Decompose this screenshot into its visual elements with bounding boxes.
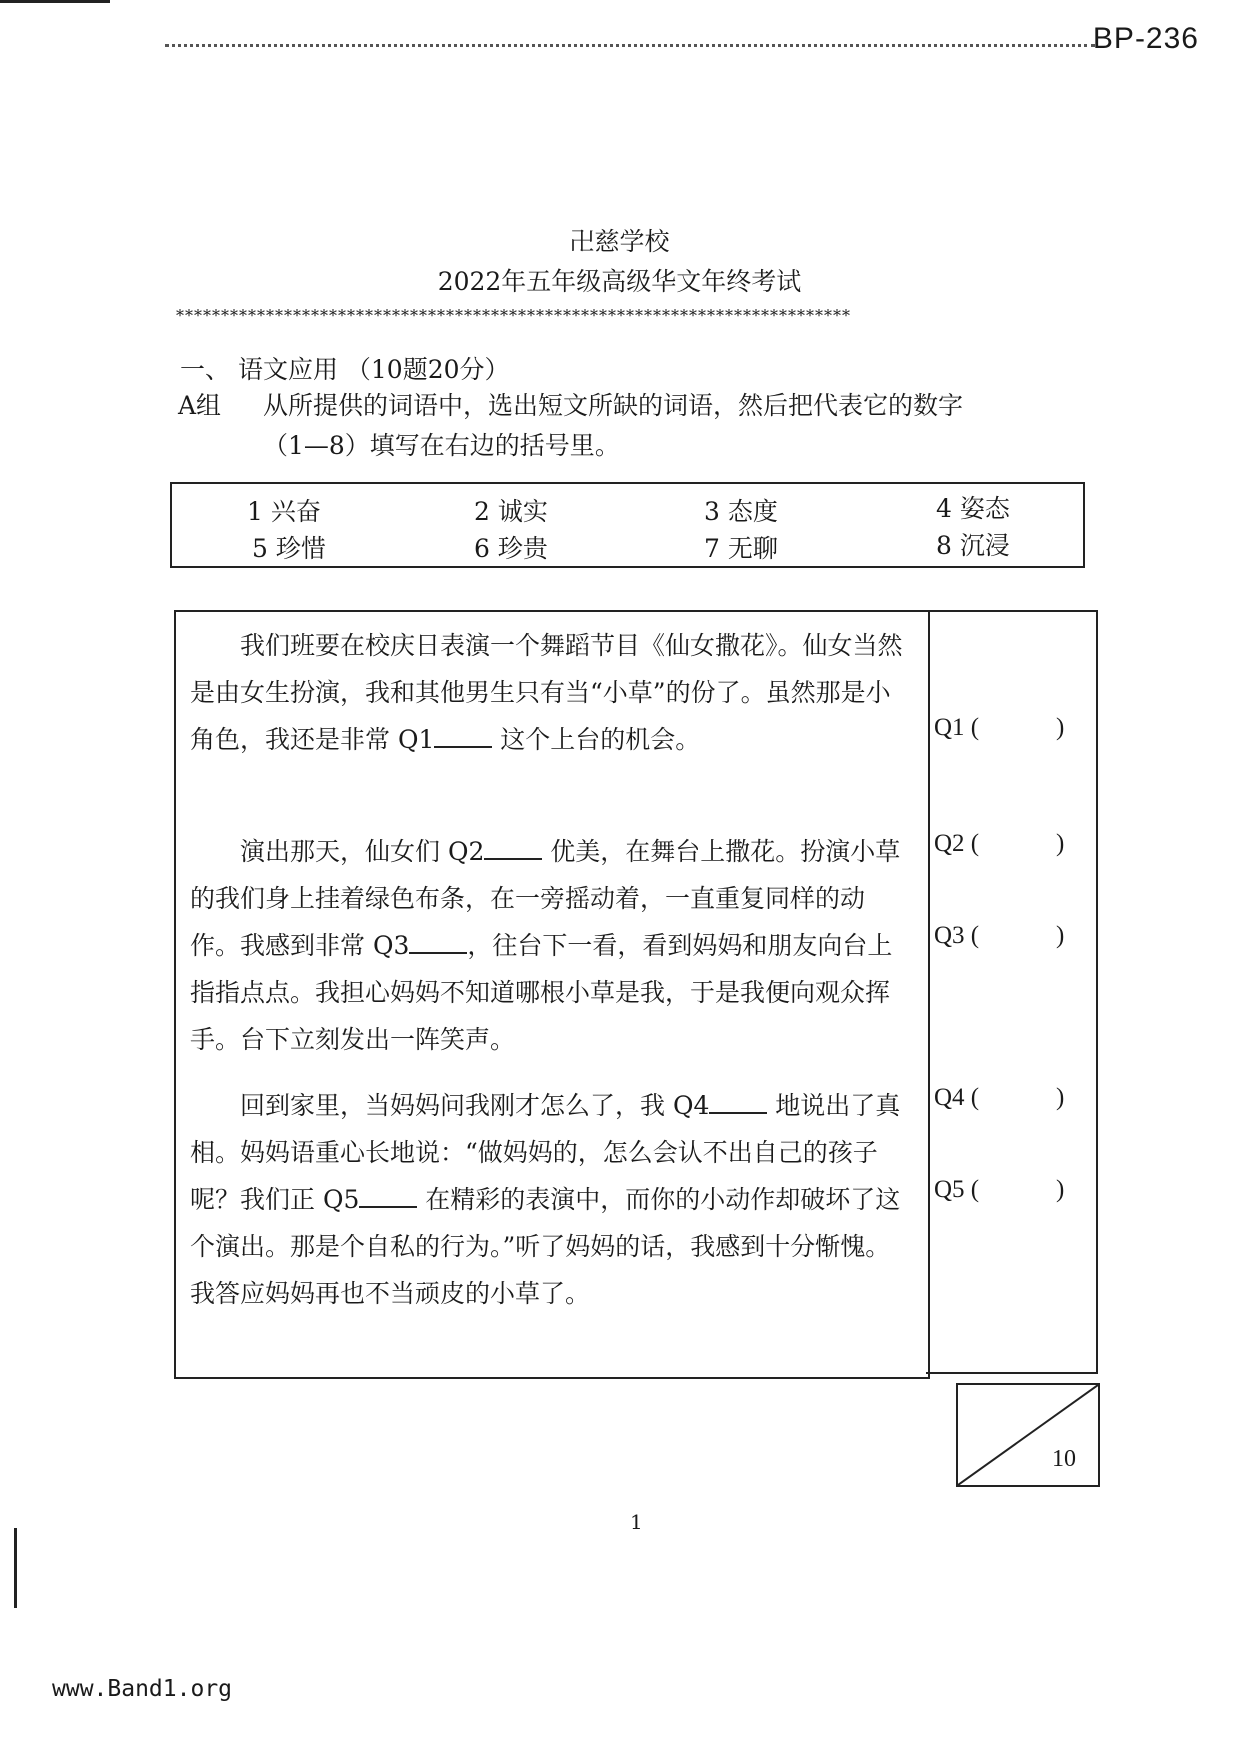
- answer-q1[interactable]: Q1 ( ): [934, 714, 1065, 741]
- word-option: 7 无聊: [704, 534, 778, 563]
- instruction: [178, 386, 1078, 466]
- word-option: 5 珍惜: [252, 534, 326, 563]
- blank-q2: [484, 836, 542, 860]
- answer-column: [926, 610, 1098, 1374]
- doc-code: BP-236: [1092, 22, 1199, 55]
- exam-title: 2022年五年级高级华文年终考试: [437, 267, 802, 296]
- blank-q4: [709, 1090, 767, 1114]
- paragraph-2: 演出那天，仙女们 Q2 优美，在舞台上撒花。扮演小草的我们身上挂着绿色布条，在一旁摇动着，一直重复同样的动作。我感到非常 Q3 ，往台下一看，看到妈妈和朋友向台上指指点点。我担心妈妈不知道哪根小草是我，于是我便向观众挥手。台下立刻发出一阵笑声。: [190, 837, 901, 1054]
- header-dotted-line: [165, 44, 1095, 47]
- school-name: 卍慈学校: [569, 227, 670, 256]
- blank-q1: [434, 724, 492, 748]
- blank-q5: [359, 1184, 417, 1208]
- word-bank: [170, 482, 1085, 568]
- word-option: 4 姿态: [936, 494, 1010, 523]
- instruction-line-2: （1—8）填写在右边的括号里。: [263, 431, 620, 460]
- paragraph-3: 回到家里，当妈妈问我刚才怎么了，我 Q4 地说出了真相。妈妈语重心长地说：“做妈妈的，怎么会认不出自己的孩子呢？我们正 Q5 在精彩的表演中，而你的小动作却破坏了这个演出。那是个自私的行为。”听了妈妈的话，我感到十分惭愧。我答应妈妈再也不当顽皮的小草了。: [190, 1091, 901, 1308]
- word-option: 3 态度: [704, 497, 778, 526]
- footer-website: www.Band1.org: [52, 1676, 233, 1702]
- answer-q4[interactable]: Q4 ( ): [934, 1084, 1065, 1111]
- score-total: 10: [1052, 1446, 1076, 1472]
- passage-box: [174, 610, 930, 1379]
- paragraph-1: 我们班要在校庆日表演一个舞蹈节目《仙女撒花》。仙女当然是由女生扮演，我和其他男生只有当“小草”的份了。虽然那是小角色，我还是非常 Q1 这个上台的机会。: [190, 631, 903, 754]
- margin-mark: [14, 1528, 17, 1608]
- word-option: 8 沉浸: [936, 531, 1010, 560]
- answer-q5[interactable]: Q5 ( ): [934, 1176, 1065, 1203]
- word-option: 2 诚实: [474, 497, 548, 526]
- page-number: 1: [630, 1510, 643, 1534]
- corner-mark: [0, 0, 110, 3]
- score-box: [956, 1383, 1100, 1487]
- group-label: A组: [178, 391, 222, 420]
- word-option: 1 兴奋: [247, 497, 321, 526]
- score-diagonal: [958, 1385, 1098, 1485]
- section-heading: 一、 语文应用 （10题20分）: [180, 355, 510, 384]
- instruction-line-1: 从所提供的词语中，选出短文所缺的词语，然后把代表它的数字: [263, 391, 964, 420]
- star-divider: ***************************************************************************: [176, 306, 851, 325]
- answer-q2[interactable]: Q2 ( ): [934, 830, 1065, 857]
- blank-q3: [409, 930, 467, 954]
- word-option: 6 珍贵: [474, 534, 548, 563]
- answer-q3[interactable]: Q3 ( ): [934, 922, 1065, 949]
